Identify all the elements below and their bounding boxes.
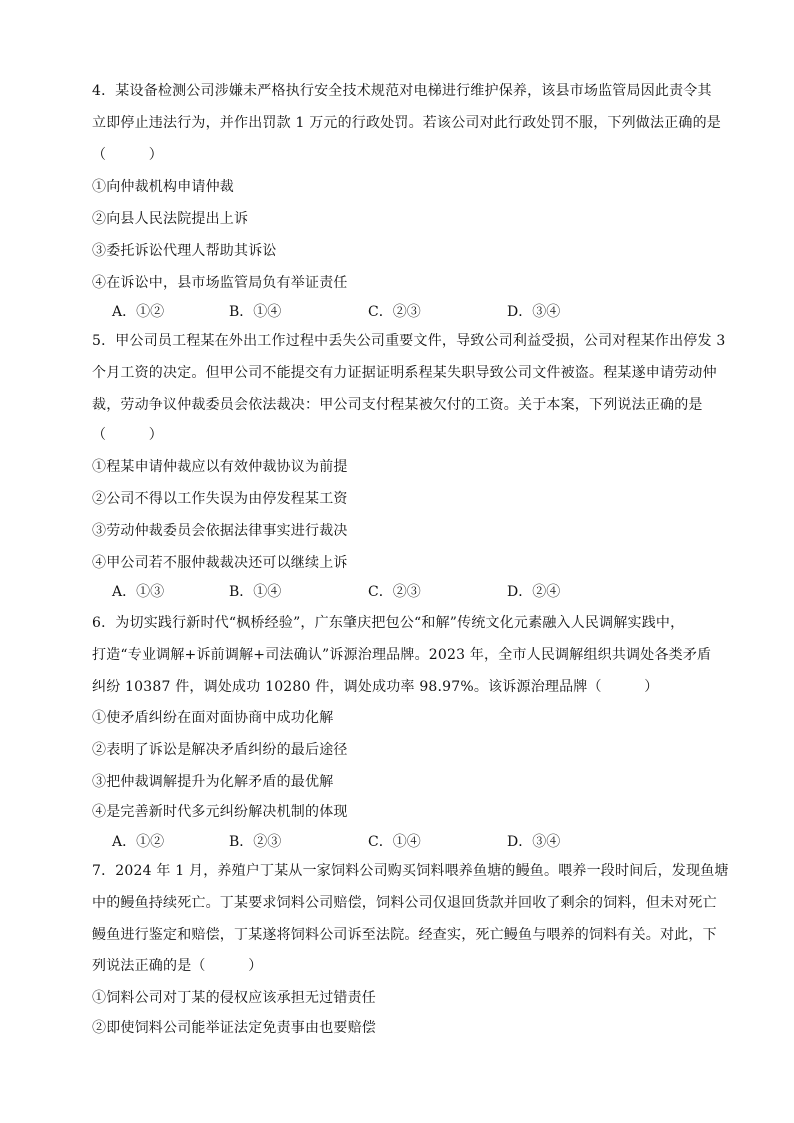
q5-answer-blank: （ ） xyxy=(92,427,163,443)
q5-option-d: D．②④ xyxy=(507,584,561,600)
q5-item-2: ②公司不得以工作失误为由停发程某工资 xyxy=(92,491,348,507)
q6-item-4: ④是完善新时代多元纠纷解决机制的体现 xyxy=(92,804,348,820)
q5-stem-line-1: 5．甲公司员工程某在外出工作过程中丢失公司重要文件，导致公司利益受损，公司对程某作出停发 3 xyxy=(92,333,726,349)
q4-option-c: C．②③ xyxy=(368,304,421,320)
q5-item-3: ③劳动仲裁委员会依据法律事实进行裁决 xyxy=(92,523,348,539)
q7-stem-line-4: 列说法正确的是（ ） xyxy=(92,958,263,974)
q7-item-1: ①饲料公司对丁某的侵权应该承担无过错责任 xyxy=(92,990,376,1006)
q5-stem-line-2: 个月工资的决定。但甲公司不能提交有力证据证明系程某失职导致公司文件被盗。程某遂申请劳动仲 xyxy=(92,365,717,381)
q4-options xyxy=(112,302,712,322)
q4-answer-blank: （ ） xyxy=(92,147,163,163)
q6-option-d: D．③④ xyxy=(507,834,561,850)
q6-item-3: ③把仲裁调解提升为化解矛盾的最优解 xyxy=(92,774,334,790)
q7-stem-line-2: 中的鳗鱼持续死亡。丁某要求饲料公司赔偿，饲料公司仅退回货款并回收了剩余的饲料，但未对死亡 xyxy=(92,895,717,911)
q5-options xyxy=(112,582,712,602)
q6-stem-line-2: 打造“专业调解+诉前调解+司法确认”诉源治理品牌。2023 年，全市人民调解组织共调处各类矛盾 xyxy=(92,647,712,663)
q6-stem-line-1: 6．为切实践行新时代“枫桥经验”，广东肇庆把包公“和解”传统文化元素融入人民调解实践中， xyxy=(92,615,685,631)
q5-item-4: ④甲公司若不服仲裁裁决还可以继续上诉 xyxy=(92,555,348,571)
q4-item-3: ③委托诉讼代理人帮助其诉讼 xyxy=(92,243,277,259)
q4-option-b: B．①④ xyxy=(229,304,282,320)
q7-item-2: ②即使饲料公司能举证法定免责事由也要赔偿 xyxy=(92,1020,376,1036)
q5-option-a: A．①③ xyxy=(112,584,165,600)
q4-item-1: ①向仲裁机构申请仲裁 xyxy=(92,179,234,195)
q4-item-4: ④在诉讼中，县市场监管局负有举证责任 xyxy=(92,275,348,291)
q7-stem-line-3: 鳗鱼进行鉴定和赔偿，丁某遂将饲料公司诉至法院。经查实，死亡鳗鱼与喂养的饲料有关。对此，下 xyxy=(92,927,717,943)
q6-option-c: C．①④ xyxy=(368,834,421,850)
q5-stem-line-3: 裁，劳动争议仲裁委员会依法裁决：甲公司支付程某被欠付的工资。关于本案，下列说法正确的是 xyxy=(92,397,703,413)
q6-option-b: B．②③ xyxy=(229,834,282,850)
q6-option-a: A．①② xyxy=(112,834,165,850)
q5-item-1: ①程某申请仲裁应以有效仲裁协议为前提 xyxy=(92,459,348,475)
q5-option-c: C．②③ xyxy=(368,584,421,600)
q4-stem-line-1: 4．某设备检测公司涉嫌未严格执行安全技术规范对电梯进行维护保养，该县市场监管局因此责令其 xyxy=(92,83,712,99)
q7-stem-line-1: 7．2024 年 1 月，养殖户丁某从一家饲料公司购买饲料喂养鱼塘的鳗鱼。喂养一段时间后，发现鱼塘 xyxy=(92,863,729,879)
q4-item-2: ②向县人民法院提出上诉 xyxy=(92,211,249,227)
q5-option-b: B．①④ xyxy=(229,584,282,600)
q4-option-d: D．③④ xyxy=(507,304,561,320)
q6-item-1: ①使矛盾纠纷在面对面协商中成功化解 xyxy=(92,710,334,726)
q4-stem-line-2: 立即停止违法行为，并作出罚款 1 万元的行政处罚。若该公司对此行政处罚不服，下列做法正确的是 xyxy=(92,115,722,131)
q6-item-2: ②表明了诉讼是解决矛盾纠纷的最后途径 xyxy=(92,742,348,758)
q6-stem-line-3: 纠纷 10387 件，调处成功 10280 件，调处成功率 98.97%。该诉源治理品牌（ ） xyxy=(92,679,659,695)
q4-option-a: A．①② xyxy=(112,304,165,320)
q6-options xyxy=(112,832,712,852)
